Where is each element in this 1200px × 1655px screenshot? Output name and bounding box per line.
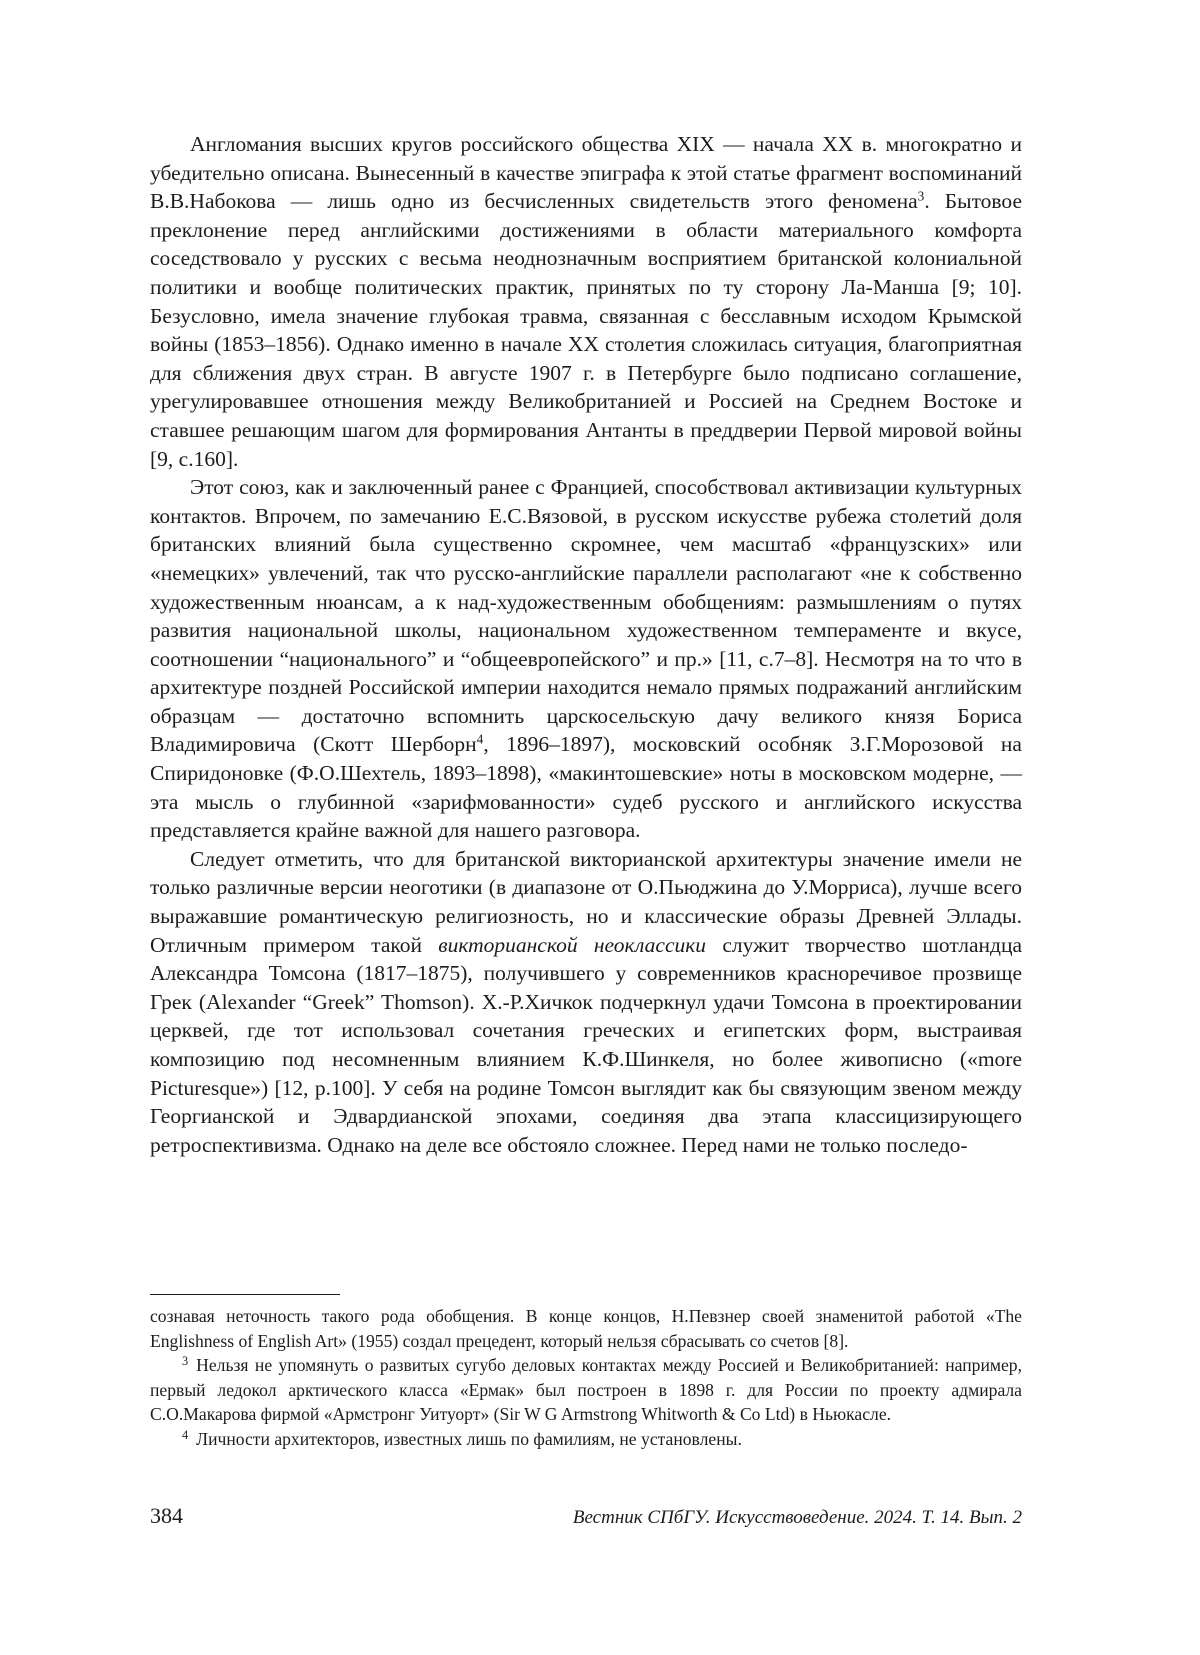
paragraph-3 <box>150 845 1022 1160</box>
paragraph-2-text-b: , 1896–1897), московский особняк З.Г.Морозовой на Спиридоновке (Ф.О.Шехтель, 1893–1898), «макинтошевские» ноты в московском модерне, — эта мысль о глубинной «зарифмованности» судеб русского и английского искусства представляется крайне важной для нашего разговора. <box>150 732 1022 843</box>
paragraph-3-text-b: служит творчество шотландца Александра Томсона (1817–1875), получившего у современников красноречивое прозвище Грек (Alexander “Greek” Thomson). Х.-Р.Хичкок подчеркнул удачи Томсона в проектировании церквей, где тот использовал сочетания греческих и египетских форм, выстраивая композицию под несомненным влиянием К.Ф.Шинкеля, но более живописно («more Picturesque») [12, p.100]. У себя на родине Томсон выглядит как бы связующим звеном между Георгианской и Эдвардианской эпохами, соединяя два этапа классицизирующего ретроспективизма. Однако на деле все обстояло сложнее. Перед нами не только последо- <box>150 932 1022 1157</box>
footnotes <box>150 1304 1022 1452</box>
page-number: 384 <box>150 1503 183 1528</box>
footnote-ref-3[interactable]: 3 <box>917 188 925 204</box>
footnote-3-text: Нельзя не упомянуть о развитых сугубо деловых контактах между Россией и Великобританией: например, первый ледокол арктического класса «Ермак» был построен в 1898 г. для России по проекту адмирала С.О.Макарова фирмой «Армстронг Уитуорт» (Sir W G Armstrong Whitworth & Co Ltd) в Ньюкасле. <box>150 1355 1022 1425</box>
paragraph-1-text-b: . Бытовое преклонение перед английскими достижениями в области материального комфорта соседствовало у русских с весьма неоднозначным восприятием британской колониальной политики и вообще политических практик, принятых по ту сторону Ла-Манша [9; 10]. Безусловно, имела значение глубокая травма, связанная с бесславным исходом Крымской войны (1853–1856). Однако именно в начале XX столетия сложилась ситуация, благоприятная для сближения двух стран. В августе 1907 г. в Петербурге было подписано соглашение, урегулировавшее отношения между Великобританией и Россией на Среднем Востоке и ставшее решающим шагом для формирования Антанты в преддверии Первой мировой войны [9, с.160]. <box>150 189 1022 471</box>
page-footer <box>150 1503 1022 1529</box>
footnote-4-text: Личности архитекторов, известных лишь по фамилиям, не установлены. <box>196 1428 742 1449</box>
footnote-3-mark: 3 <box>182 1354 189 1369</box>
paragraph-1-text-a: Англомания высших кругов российского общества XIX — начала XX в. многократно и убедительно описана. Вынесенный в качестве эпиграфа к этой статье фрагмент воспоминаний В.В.Набокова — лишь одно из бесчисленных свидетельств этого феномена <box>150 132 1022 214</box>
footnote-3 <box>150 1353 1022 1427</box>
paragraph-2-text-a: Этот союз, как и заключенный ранее с Францией, способствовал активизации культурных контактов. Впрочем, по замечанию Е.С.Вязовой, в русском искусстве рубежа столетий доля британских влияний была существенно скромнее, чем масштаб «французских» или «немецких» увлечений, так что русско-английские параллели располагают «не к собственно художественным нюансам, а к над-художественным обобщениям: размышлениям о путях развития национальной школы, национальном художественном темпераменте и вкусе, соотношении “национального” и “общеевропейского” и пр.» [11, с.7–8]. Несмотря на то что в архитектуре поздней Российской империи находится немало прямых подражаний английским образцам — достаточно вспомнить царскосельскую дачу великого князя Бориса Владимировича (Скотт Шерборн <box>150 475 1022 757</box>
paragraph-3-italic-term: викторианской неоклассики <box>438 932 707 957</box>
footnote-ref-4[interactable]: 4 <box>476 732 484 748</box>
paragraph-3-text-a: Следует отметить, что для британской викторианской архитектуры значение имели не только различные версии неоготики (в диапазоне от О.Пьюджина до У.Морриса), лучше всего выражавшие романтическую религиозность, но и классические образы Древней Эллады. Отличным примером такой <box>150 846 1022 957</box>
journal-title: Вестник СПбГУ. Искусствоведение. 2024. Т. 14. Вып. 2 <box>572 1507 1022 1528</box>
article-body <box>150 130 1022 1159</box>
footnote-4-mark: 4 <box>182 1427 189 1442</box>
footnote-divider <box>150 1294 340 1295</box>
footnote-4 <box>150 1427 1022 1452</box>
paragraph-2 <box>150 473 1022 845</box>
paragraph-1 <box>150 130 1022 473</box>
footnote-continuation: сознавая неточность такого рода обобщения. В конце концов, Н.Певзнер своей знаменитой работой «The Englishness of English Art» (1955) создал прецедент, который нельзя сбрасывать со счетов [8]. <box>150 1306 1022 1351</box>
